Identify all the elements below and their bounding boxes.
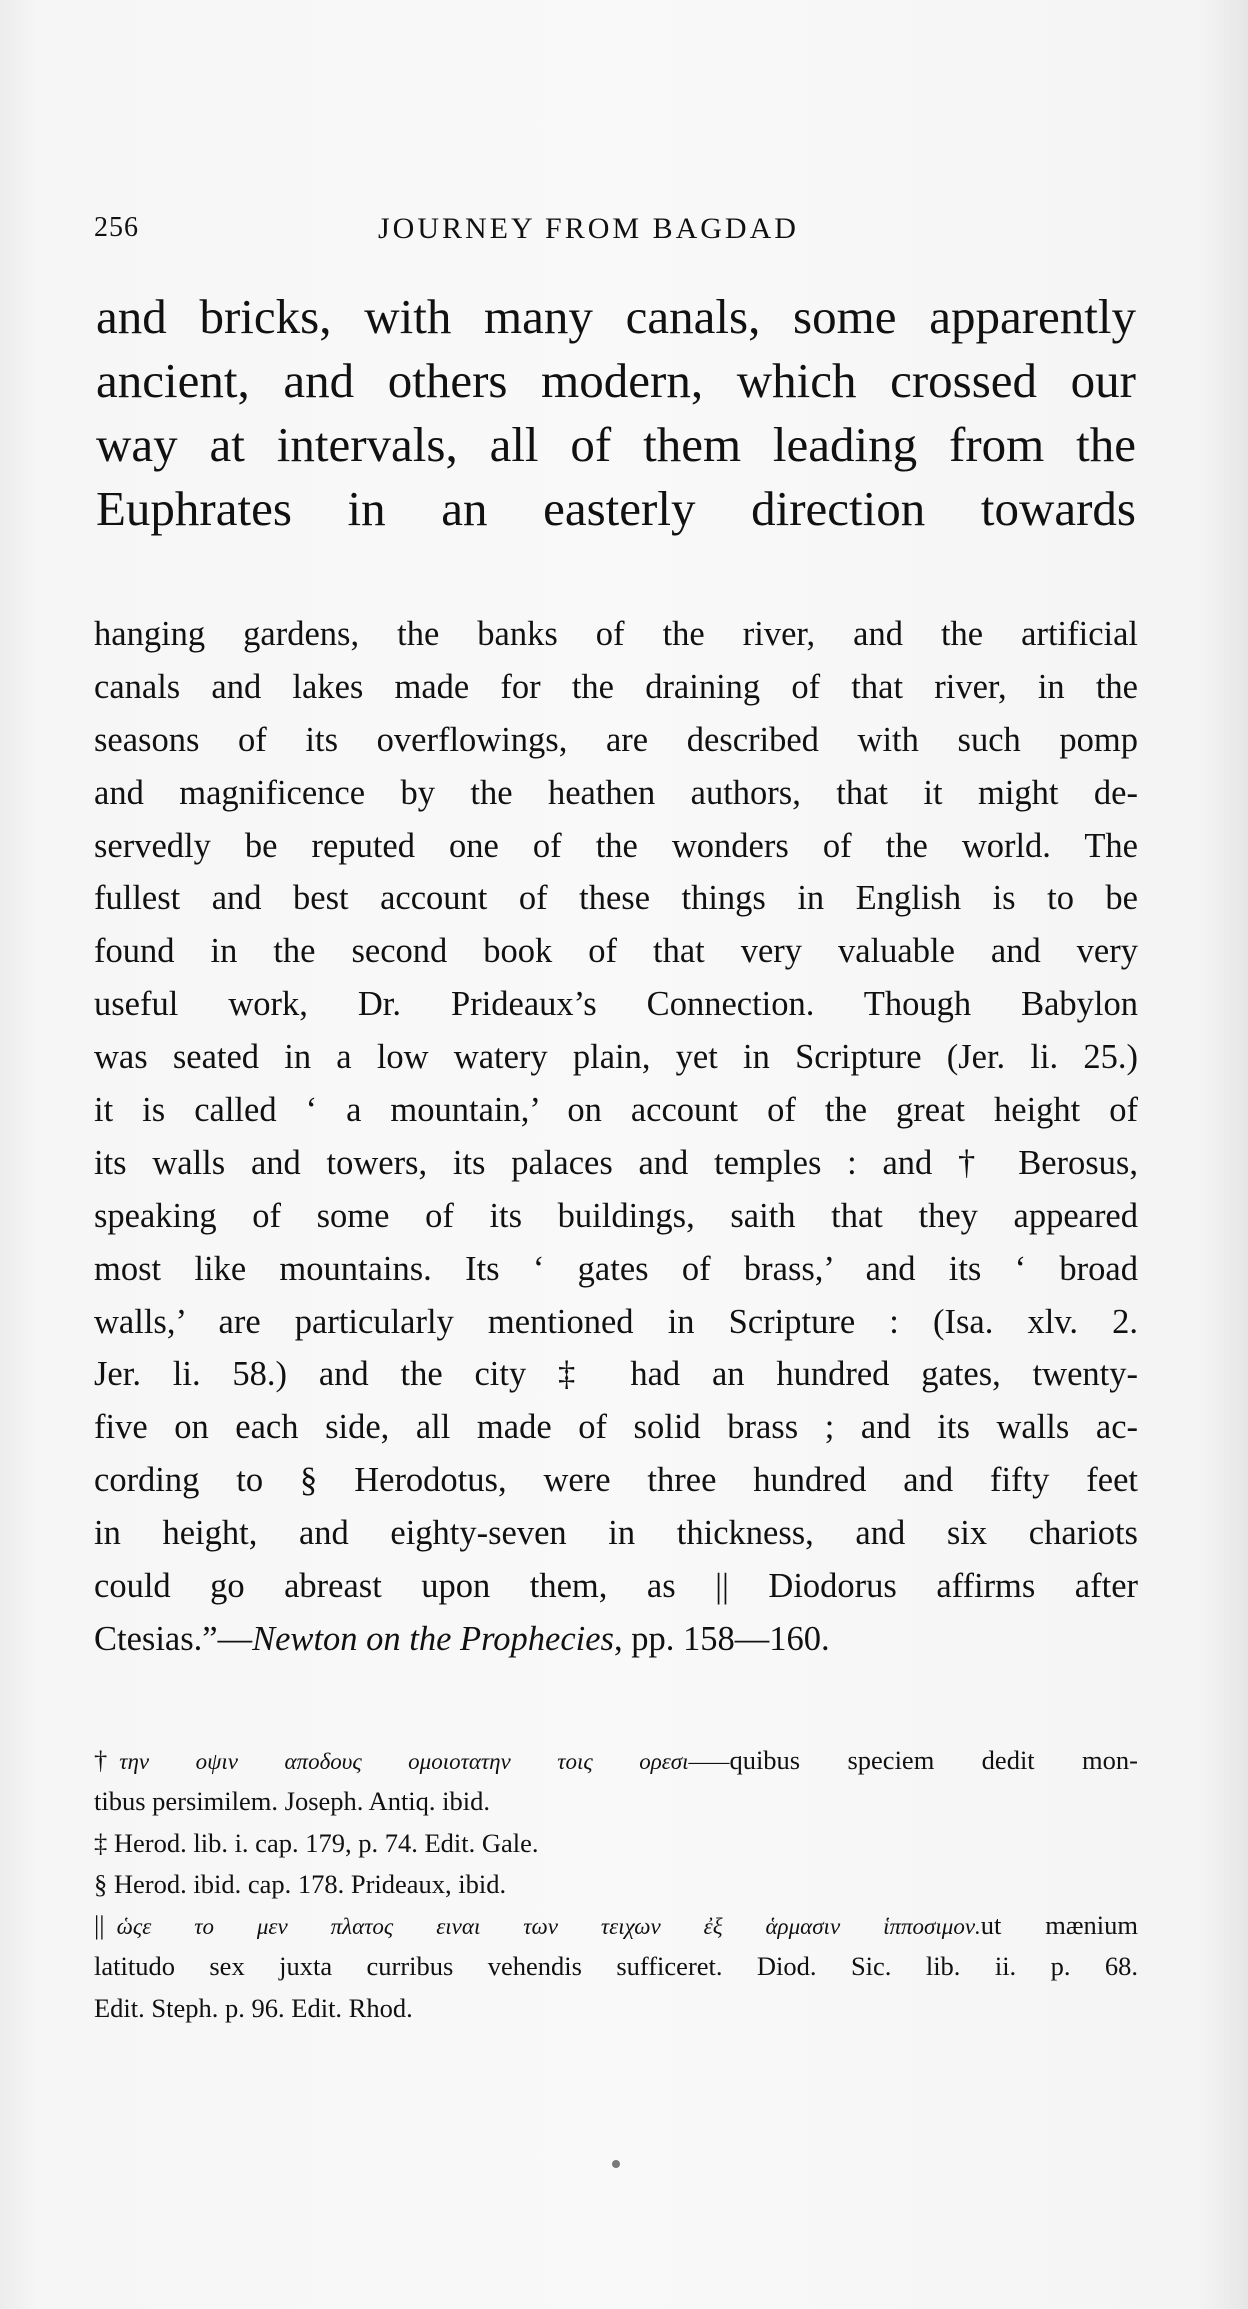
running-head: JOURNEY FROM BAGDAD bbox=[378, 212, 799, 245]
page-number: 256 bbox=[94, 212, 139, 243]
quote-citation-line bbox=[94, 1613, 1138, 1666]
greek-quotation: ὡςε το μεν πλατος ειναι των τειχων ἐξ ἁρμασιν ἱπποσιμον. bbox=[116, 1914, 981, 1940]
quote-end-text: Ctesias.”— bbox=[94, 1619, 253, 1658]
quote-line: walls,’ are particularly mentioned in Scripture : (Isa. xlv. 2. bbox=[94, 1302, 1138, 1341]
footnote-line: Edit. Steph. p. 96. Edit. Rhod. bbox=[94, 1992, 413, 2023]
footnote-ddagger: ‡ Herod. lib. i. cap. 179, p. 74. Edit. Gale. bbox=[94, 1827, 539, 1858]
quote-line: found in the second book of that very valuable and very bbox=[94, 932, 1138, 971]
quote-line: and magnificence by the heathen authors, that it might de- bbox=[94, 773, 1138, 812]
quote-line: five on each side, all made of solid brass ; and its walls ac- bbox=[94, 1408, 1138, 1447]
ink-speck bbox=[612, 2160, 620, 2168]
quote-line: it is called ‘ a mountain,’ on account of the great height of bbox=[94, 1091, 1138, 1130]
quote-line: its walls and towers, its palaces and temples : and † Berosus, bbox=[94, 1143, 1138, 1182]
footnote-text: quibus speciem dedit mon- bbox=[729, 1745, 1138, 1775]
quote-line: most like mountains. Its ‘ gates of brass,’ and its ‘ broad bbox=[94, 1249, 1138, 1288]
quote-line: servedly be reputed one of the wonders of the world. The bbox=[94, 826, 1138, 865]
citation-pages: , pp. 158—160. bbox=[613, 1619, 830, 1658]
footnote-dagger bbox=[94, 1740, 1138, 1781]
greek-quotation: την οψιν αποδους ομοιοτατην τοις ορεσι—— bbox=[119, 1749, 730, 1774]
quote-line: fullest and best account of these things in English is to be bbox=[94, 879, 1138, 918]
quote-line: seasons of its overflowings, are described with such pomp bbox=[94, 720, 1138, 759]
main-text-line: ancient, and others modern, which crossed our bbox=[96, 353, 1136, 408]
main-text-line: Euphrates in an easterly direction towards bbox=[96, 481, 1136, 536]
page-header bbox=[94, 212, 914, 252]
quote-line: in height, and eighty-seven in thickness, and six chariots bbox=[94, 1514, 1138, 1553]
main-text-line: way at intervals, all of them leading from the bbox=[96, 417, 1136, 472]
quote-line: was seated in a low watery plain, yet in Scripture (Jer. li. 25.) bbox=[94, 1038, 1138, 1077]
main-text-line: and bricks, with many canals, some apparently bbox=[96, 289, 1136, 344]
quoted-passage bbox=[94, 608, 1138, 1666]
footnote-marker: † bbox=[94, 1745, 108, 1775]
footnote-line: latitudo sex juxta curribus vehendis sufficeret. Diod. Sic. lib. ii. p. 68. bbox=[94, 1951, 1138, 1982]
footnote-line: tibus persimilem. Joseph. Antiq. ibid. bbox=[94, 1786, 491, 1817]
footnotes bbox=[94, 1740, 1138, 2029]
quote-line: useful work, Dr. Prideaux’s Connection. Though Babylon bbox=[94, 985, 1138, 1024]
quote-line: speaking of some of its buildings, saith that they appeared bbox=[94, 1196, 1138, 1235]
quote-line: could go abreast upon them, as || Diodorus affirms after bbox=[94, 1567, 1138, 1606]
footnote-parallel bbox=[94, 1905, 1138, 1946]
quote-line: hanging gardens, the banks of the river, and the artificial bbox=[94, 615, 1138, 653]
footnote-section: § Herod. ibid. cap. 178. Prideaux, ibid. bbox=[94, 1868, 507, 1899]
main-text bbox=[96, 285, 1136, 541]
footnote-text: ut mænium bbox=[980, 1910, 1138, 1941]
citation-title: Newton on the Prophecies bbox=[252, 1619, 614, 1658]
quote-line: canals and lakes made for the draining of that river, in the bbox=[94, 667, 1138, 706]
footnote-marker: || bbox=[94, 1910, 105, 1941]
quote-line: cording to § Herodotus, were three hundred and fifty feet bbox=[94, 1461, 1138, 1500]
quote-line: Jer. li. 58.) and the city ‡ had an hundred gates, twenty- bbox=[94, 1355, 1138, 1394]
